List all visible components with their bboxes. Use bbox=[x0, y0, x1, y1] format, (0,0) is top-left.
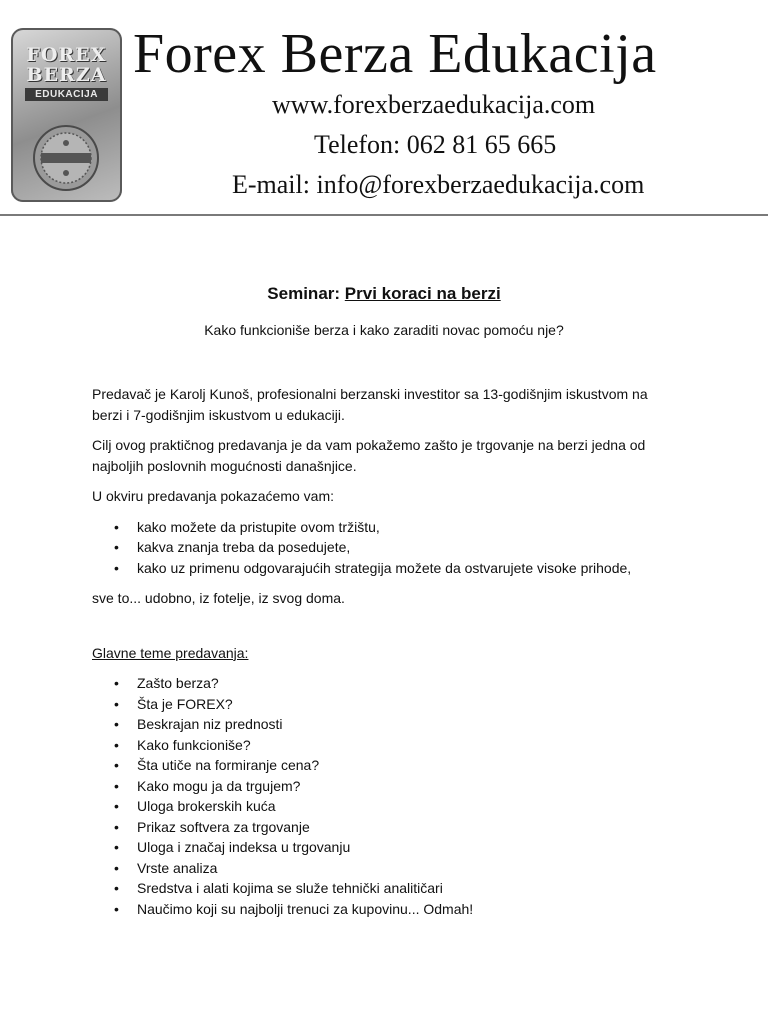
website-link[interactable]: www.forexberzaedukacija.com bbox=[272, 90, 596, 119]
list-item: • Kako funkcioniše? bbox=[92, 735, 672, 756]
topics-list bbox=[92, 673, 672, 919]
goal-paragraph: Cilj ovog praktičnog predavanja je da vam pokažemo zašto je trgovanje na berzi jedna od najboljih poslovnih mogućnosti današnjice. bbox=[92, 437, 646, 474]
logo-line-forex: FOREX bbox=[26, 44, 107, 66]
logo-line-edukacija: EDUKACIJA bbox=[25, 88, 108, 101]
phone-number: Telefon: 062 81 65 665 bbox=[314, 130, 557, 159]
topics-heading: Glavne teme predavanja: bbox=[92, 644, 249, 661]
benefits-list bbox=[92, 517, 672, 579]
letterhead bbox=[0, 0, 768, 216]
seminar-subtitle: Kako funkcioniše berza i kako zaraditi novac pomoću nje? bbox=[204, 322, 564, 338]
list-item: • kako možete da pristupite ovom tržištu, bbox=[92, 517, 672, 538]
brand-name: Forex Berza Edukacija bbox=[133, 23, 657, 85]
seminar-label: Seminar: bbox=[267, 284, 341, 303]
list-item: • Beskrajan niz prednosti bbox=[92, 714, 672, 735]
logo-line-berza: BERZA bbox=[26, 64, 107, 86]
list-item: • Zašto berza? bbox=[92, 673, 672, 694]
list-item: • Kako mogu ja da trgujem? bbox=[92, 776, 672, 797]
list-item: • Šta utiče na formiranje cena? bbox=[92, 755, 672, 776]
list-item: • kakva znanja treba da posedujete, bbox=[92, 537, 672, 558]
seminar-name: Prvi koraci na berzi bbox=[344, 284, 501, 303]
list-item: • Uloga brokerskih kuća bbox=[92, 796, 672, 817]
seminar-description bbox=[92, 384, 672, 929]
list-item: • Prikaz softvera za trgovanje bbox=[92, 817, 672, 838]
list-item: • Uloga i značaj indeksa u trgovanju bbox=[92, 837, 672, 858]
closing-line: sve to... udobno, iz fotelje, iz svog doma. bbox=[92, 590, 345, 606]
quality-guarantee-seal-icon bbox=[31, 123, 101, 193]
list-item: • Šta je FOREX? bbox=[92, 694, 672, 715]
seminar-title bbox=[0, 284, 768, 304]
list-item: • Sredstva i alati kojima se služe tehnički analitičari bbox=[92, 878, 672, 899]
list-item: • Vrste analiza bbox=[92, 858, 672, 879]
company-logo bbox=[11, 28, 122, 202]
list-item: • kako uz primenu odgovarajućih strategija možete da ostvarujete visoke prihode, bbox=[92, 558, 672, 579]
intro-paragraph: U okviru predavanja pokazaćemo vam: bbox=[92, 488, 335, 504]
list-item: • Naučimo koji su najbolji trenuci za kupovinu... Odmah! bbox=[92, 899, 672, 920]
email-address[interactable]: E-mail: info@forexberzaedukacija.com bbox=[232, 170, 645, 199]
lecturer-paragraph: Predavač je Karolj Kunoš, profesionalni berzanski investitor sa 13-godišnjim iskustvom na berzi i 7-godišnjim iskustvom u edukaciji. bbox=[92, 386, 648, 423]
